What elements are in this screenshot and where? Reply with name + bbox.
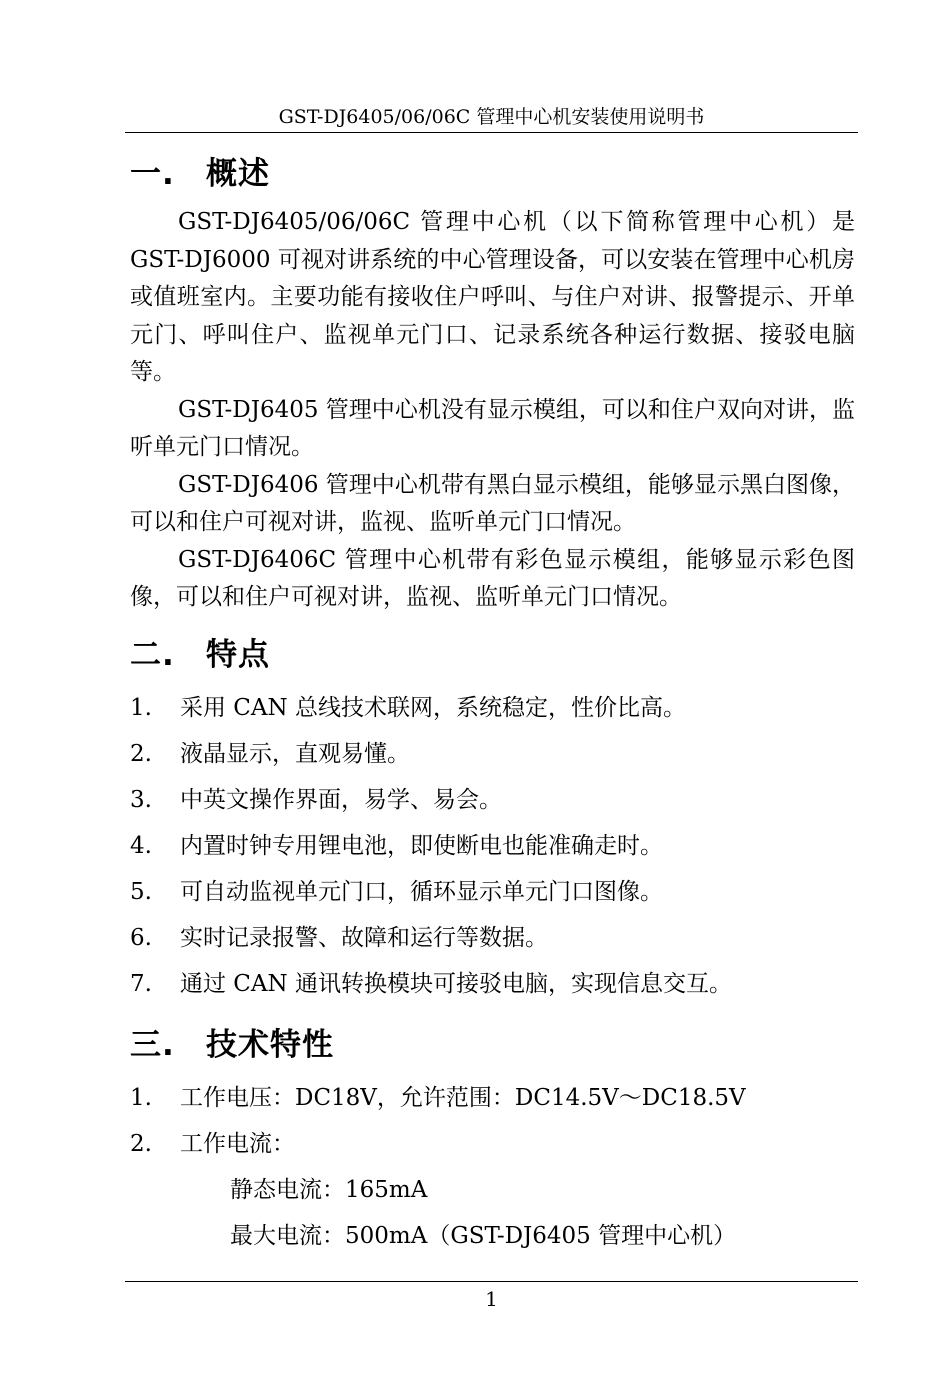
list-item (130, 1121, 855, 1167)
list-item (130, 685, 855, 731)
list-item (130, 869, 855, 915)
paragraph: GST-DJ6406 管理中心机带有黑白显示模组，能够显示黑白图像，可以和住户可视对讲，监视、监听单元门口情况。 (130, 471, 855, 535)
spec-list (130, 1075, 855, 1167)
paragraph: GST-DJ6406C 管理中心机带有彩色显示模组，能够显示彩色图像，可以和住户可视对讲，监视、监听单元门口情况。 (130, 546, 855, 610)
list-index: 2. (130, 740, 152, 767)
section-title: 技术特性 (206, 1026, 334, 1063)
section-title: 概述 (206, 156, 270, 192)
list-item (130, 731, 855, 777)
footer-rule (125, 1281, 858, 1282)
list-text: 中英文操作界面，易学、易会。 (180, 786, 502, 813)
list-index: 4. (130, 832, 152, 859)
list-text: 通过 CAN 通讯转换模块可接驳电脑，实现信息交互。 (180, 970, 732, 997)
list-text: 工作电压：DC18V，允许范围：DC14.5V～DC18.5V (180, 1084, 746, 1111)
header-rule (125, 132, 858, 133)
page-number: 1 (485, 1287, 498, 1311)
list-index: 2. (130, 1130, 152, 1157)
list-text: 实时记录报警、故障和运行等数据。 (180, 924, 548, 951)
list-item (130, 823, 855, 869)
list-item (130, 777, 855, 823)
list-item (130, 961, 855, 1007)
running-header: GST-DJ6405/06/06C 管理中心机安装使用说明书 (278, 106, 705, 128)
section-number: 一. (130, 156, 175, 192)
paragraph: GST-DJ6405 管理中心机没有显示模组，可以和住户双向对讲，监听单元门口情况。 (130, 396, 855, 460)
feature-list (130, 685, 855, 1007)
list-index: 5. (130, 878, 152, 905)
list-index: 1. (130, 694, 152, 721)
spec-subitem: 静态电流：165mA (230, 1176, 428, 1203)
list-item (130, 1075, 855, 1121)
list-text: 工作电流： (180, 1130, 295, 1157)
list-index: 3. (130, 786, 152, 813)
list-text: 采用 CAN 总线技术联网，系统稳定，性价比高。 (180, 694, 686, 721)
spec-subitem: 最大电流：500mA（GST-DJ6405 管理中心机） (230, 1222, 737, 1249)
section-number: 三. (130, 1026, 175, 1063)
list-text: 液晶显示，直观易懂。 (180, 740, 410, 767)
list-index: 7. (130, 970, 152, 997)
page-content (130, 150, 855, 1259)
paragraph: GST-DJ6405/06/06C 管理中心机（以下简称管理中心机）是GST-DJ6000 可视对讲系统的中心管理设备，可以安装在管理中心机房或值班室内。主要功能有接收住户呼叫、与住户对讲、报警提示、开单元门、呼叫住户、监视单元门口、记录系统各种运行数据、接驳电脑等。 (130, 209, 855, 385)
section-heading-features (130, 631, 855, 679)
list-index: 1. (130, 1084, 152, 1111)
list-text: 可自动监视单元门口，循环显示单元门口图像。 (180, 878, 663, 905)
section-title: 特点 (206, 636, 270, 673)
list-text: 内置时钟专用锂电池，即使断电也能准确走时。 (180, 832, 663, 859)
list-item (130, 915, 855, 961)
section-heading-specs (130, 1021, 855, 1069)
section-number: 二. (130, 636, 175, 673)
list-index: 6. (130, 924, 152, 951)
section-heading-overview (130, 150, 855, 198)
